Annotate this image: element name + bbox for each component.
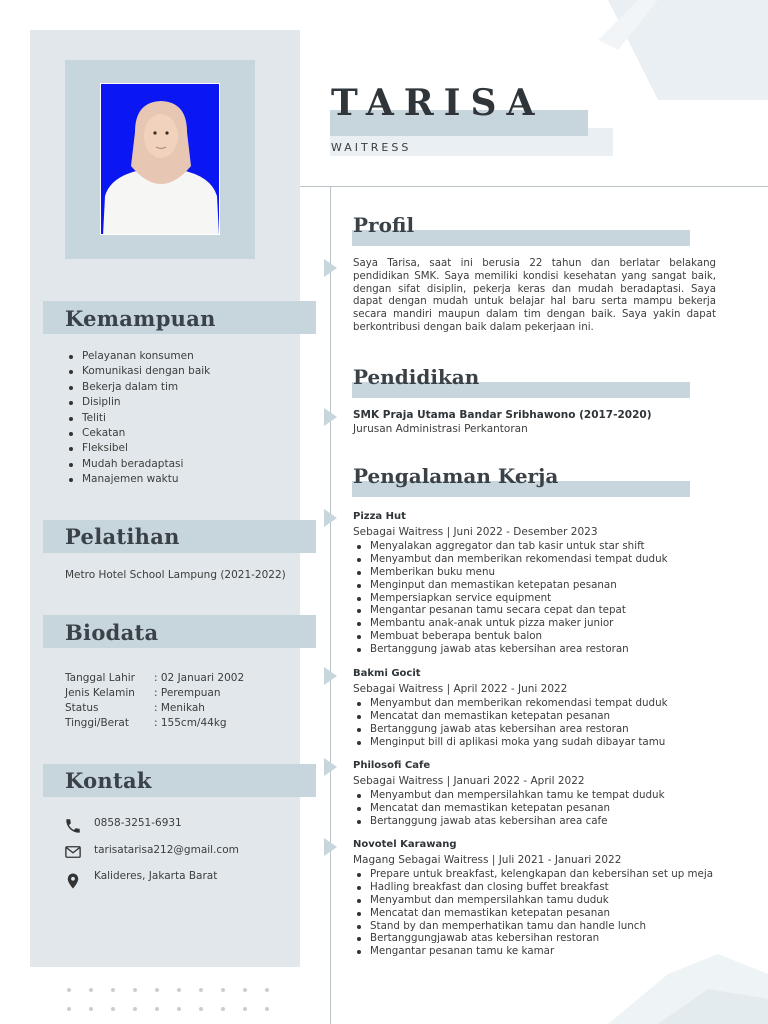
profile-heading: Profil bbox=[353, 213, 415, 237]
contact-email[interactable]: tarisatarisa212@gmail.com bbox=[94, 844, 239, 856]
skill-item: Teliti bbox=[82, 411, 210, 426]
candidate-name: TARISA bbox=[331, 82, 545, 124]
name-band-corner bbox=[588, 128, 613, 156]
job-entry-novotel-karawang bbox=[353, 838, 733, 958]
job-duties bbox=[370, 697, 733, 749]
job-entry-philosofi-cafe bbox=[353, 759, 733, 828]
timeline-marker bbox=[324, 408, 337, 426]
profile-photo bbox=[100, 83, 220, 235]
bio-row-gender bbox=[65, 686, 220, 702]
education-major: Jurusan Administrasi Perkantoran bbox=[353, 423, 528, 435]
duty-item: Stand by dan memperhatikan tamu dan handle lunch bbox=[370, 920, 733, 933]
duty-item: Mengantar pesanan tamu ke kamar bbox=[370, 945, 733, 958]
biodata-heading: Biodata bbox=[65, 620, 159, 645]
profile-text: Saya Tarisa, saat ini berusia 22 tahun dan berlatar belakang pendidikan SMK. Saya memiliki kondisi kesehatan yang sangat baik, dengan sifat disiplin, pekerja keras dan mudah beradaptasi. Saya dapat dengan mudah untuk belajar hal baru serta mampu bekerja secara mandiri maupun dalam tim dengan baik. Saya yakin dapat berkontribusi dengan baik dalam pekerjaan ini. bbox=[353, 258, 716, 333]
skill-item: Pelayanan konsumen bbox=[82, 349, 210, 364]
bio-label: Status bbox=[65, 702, 99, 714]
job-position: Sebagai Waitress | Juni 2022 - Desember 2023 bbox=[353, 526, 598, 538]
skill-item: Bekerja dalam tim bbox=[82, 380, 210, 395]
contact-heading: Kontak bbox=[65, 768, 152, 793]
training-item: Metro Hotel School Lampung (2021-2022) bbox=[65, 569, 286, 581]
timeline-marker bbox=[324, 758, 337, 776]
bio-label: Tinggi/Berat bbox=[65, 717, 129, 729]
bio-value: : 155cm/44kg bbox=[154, 717, 227, 729]
job-entry-bakmi-gocit bbox=[353, 667, 733, 749]
candidate-role: WAITRESS bbox=[331, 141, 412, 154]
decorative-hexagon-top bbox=[598, 0, 768, 110]
header-divider bbox=[300, 186, 768, 187]
training-heading: Pelatihan bbox=[65, 524, 180, 549]
job-company: Bakmi Gocit bbox=[353, 668, 421, 679]
bio-value: : Menikah bbox=[154, 702, 205, 714]
decorative-hexagon-bottom bbox=[608, 954, 768, 1024]
education-school: SMK Praja Utama Bandar Sribhawono (2017-2020) bbox=[353, 409, 652, 421]
job-company: Novotel Karawang bbox=[353, 839, 457, 850]
skill-item: Cekatan bbox=[82, 426, 210, 441]
timeline-marker bbox=[324, 838, 337, 856]
duty-item: Membantu anak-anak untuk pizza maker junior bbox=[370, 617, 733, 630]
skill-item: Fleksibel bbox=[82, 441, 210, 456]
duty-item: Menginput dan memastikan ketepatan pesanan bbox=[370, 579, 733, 592]
timeline-marker bbox=[324, 667, 337, 685]
duty-item: Mencatat dan memastikan ketepatan pesanan bbox=[370, 710, 733, 723]
job-duties bbox=[370, 540, 733, 656]
bio-row-height-weight bbox=[65, 716, 227, 732]
duty-item: Mencatat dan memastikan ketepatan pesanan bbox=[370, 802, 733, 815]
duty-item: Menyambut dan memberikan rekomendasi tempat duduk bbox=[370, 697, 733, 710]
skill-item: Manajemen waktu bbox=[82, 472, 210, 487]
duty-item: Bertanggung jawab atas kebersihan area cafe bbox=[370, 815, 733, 828]
job-position: Sebagai Waitress | April 2022 - Juni 2022 bbox=[353, 683, 568, 695]
bio-row-birthdate bbox=[65, 671, 244, 687]
duty-item: Hadling breakfast dan closing buffet breakfast bbox=[370, 881, 733, 894]
skill-item: Komunikasi dengan baik bbox=[82, 364, 210, 379]
duty-item: Mengantar pesanan tamu secara cepat dan tepat bbox=[370, 604, 733, 617]
experience-heading: Pengalaman Kerja bbox=[353, 464, 559, 488]
duty-item: Menyambut dan mempersilahkan tamu ke tempat duduk bbox=[370, 789, 733, 802]
decorative-dots bbox=[64, 987, 274, 1013]
job-position: Sebagai Waitress | Januari 2022 - April 2022 bbox=[353, 775, 585, 787]
job-company: Philosofi Cafe bbox=[353, 760, 431, 771]
contact-address: Kalideres, Jakarta Barat bbox=[94, 870, 218, 882]
bio-label: Jenis Kelamin bbox=[65, 687, 135, 699]
bio-value: : Perempuan bbox=[154, 687, 221, 699]
duty-item: Menyambut dan mempersilahkan tamu duduk bbox=[370, 894, 733, 907]
skills-list bbox=[82, 349, 210, 488]
duty-item: Bertanggung jawab atas kebersihan area restoran bbox=[370, 723, 733, 736]
phone-icon bbox=[64, 817, 82, 835]
mail-icon bbox=[64, 843, 82, 861]
contact-phone[interactable]: 0858-3251-6931 bbox=[94, 817, 182, 829]
skill-item: Mudah beradaptasi bbox=[82, 457, 210, 472]
duty-item: Menginput bill di aplikasi moka yang sudah dibayar tamu bbox=[370, 736, 733, 749]
job-duties bbox=[370, 789, 733, 828]
duty-item: Bertanggungjawab atas kebersihan restoran bbox=[370, 932, 733, 945]
duty-item: Mencatat dan memastikan ketepatan pesanan bbox=[370, 907, 733, 920]
duty-item: Menyambut dan memberikan rekomendasi tempat duduk bbox=[370, 553, 733, 566]
bio-row-status bbox=[65, 701, 205, 717]
skills-heading: Kemampuan bbox=[65, 306, 216, 331]
duty-item: Membuat beberapa bentuk balon bbox=[370, 630, 733, 643]
timeline-marker bbox=[324, 259, 337, 277]
location-pin-icon bbox=[64, 870, 82, 892]
job-entry-pizza-hut bbox=[353, 510, 733, 656]
timeline-line bbox=[330, 186, 331, 1024]
bio-value: : 02 Januari 2002 bbox=[154, 672, 245, 684]
education-heading: Pendidikan bbox=[353, 365, 480, 389]
duty-item: Menyalakan aggregator dan tab kasir untuk star shift bbox=[370, 540, 733, 553]
job-position: Magang Sebagai Waitress | Juli 2021 - Januari 2022 bbox=[353, 854, 622, 866]
job-duties bbox=[370, 868, 733, 958]
bio-label: Tanggal Lahir bbox=[65, 672, 135, 684]
duty-item: Prepare untuk breakfast, kelengkapan dan kebersihan set up meja bbox=[370, 868, 733, 881]
job-company: Pizza Hut bbox=[353, 511, 406, 522]
timeline-marker bbox=[324, 509, 337, 527]
skill-item: Disiplin bbox=[82, 395, 210, 410]
duty-item: Memberikan buku menu bbox=[370, 566, 733, 579]
duty-item: Bertanggung jawab atas kebersihan area restoran bbox=[370, 643, 733, 656]
duty-item: Mempersiapkan service equipment bbox=[370, 592, 733, 605]
